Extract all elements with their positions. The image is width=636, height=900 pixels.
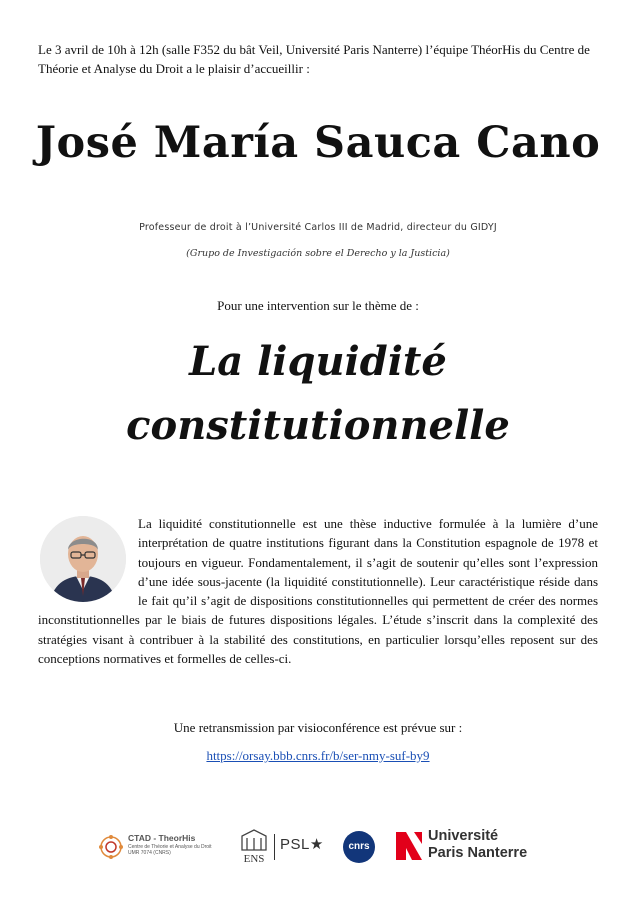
stream-link-row — [0, 748, 636, 764]
paris-nanterre-line-1: Université — [428, 828, 499, 844]
paris-nanterre-text — [428, 828, 527, 862]
stream-intro-text: Une retransmission par visioconférence est prévue sur : — [173, 720, 463, 735]
speaker-affiliation: Professeur de droit à l’Université Carlos III de Madrid, directeur du GIDYJ — [139, 222, 497, 233]
ctad-logo — [98, 830, 216, 864]
event-intro-text: Le 3 avril de 10h à 12h (salle F352 du bât Veil, Université Paris Nanterre) l’équipe ThéorHis du Centre de Théorie et Analyse du Droit a le plaisir d’accueillir : — [38, 42, 590, 76]
cnrs-logo: cnrs — [343, 831, 375, 863]
ctad-logo-name: CTAD - TheorHis — [128, 833, 196, 843]
ctad-logo-subtitle: Centre de Théorie et Analyse du Droit UMR 7074 (CNRS) — [128, 844, 212, 856]
partner-logos — [0, 822, 636, 872]
psl-logo: PSL★ — [280, 836, 324, 853]
photo-spacer — [38, 514, 138, 610]
talk-title-line-2: constitutionnelle — [126, 402, 510, 449]
ctad-emblem-icon — [98, 834, 124, 860]
ens-logo-text: ENS — [243, 853, 265, 865]
paris-nanterre-line-2: Paris Nanterre — [428, 845, 528, 861]
logo-divider — [274, 834, 275, 860]
paris-nanterre-logo — [394, 828, 544, 868]
ens-logo — [236, 828, 272, 868]
talk-title — [0, 330, 636, 458]
speaker-name: José María Sauca Cano — [35, 118, 601, 168]
ens-building-icon — [236, 828, 272, 852]
abstract-block — [38, 514, 598, 668]
abstract-text: La liquidité constitutionnelle est une thèse inductive formulée à la lumière d’une interprétation de quatre institutions figurant dans la Constitution espagnole de 1978 et toujours en vigueur. Fondamentalement, il s’agit de soutenir qu’elles sont l’expression d’une idée sous-jacente (la liquidité constitutionnelle). Leur caractéristique réside dans le fait qu’il s’agit de dispositions constitutionnelles qui permettent de créer des normes inconstitutionnelles par le biais de futures dispositions légales. L’étude s’inscrit dans la complexité des stratégies visant à contribuer à la stabilité des constitutions, en particulier lorsqu’elles reposent sur des conceptions normatives et formelles de celles-ci. — [38, 516, 598, 667]
talk-title-line-1: La liquidité — [189, 338, 447, 385]
stream-link[interactable]: https://orsay.bbb.cnrs.fr/b/ser-nmy-suf-by9 — [206, 748, 430, 763]
theme-intro-text: Pour une intervention sur le thème de : — [217, 298, 419, 313]
nanterre-mark-icon — [394, 830, 424, 862]
speaker-affiliation-detail: (Grupo de Investigación sobre el Derecho y la Justicia) — [186, 248, 450, 259]
